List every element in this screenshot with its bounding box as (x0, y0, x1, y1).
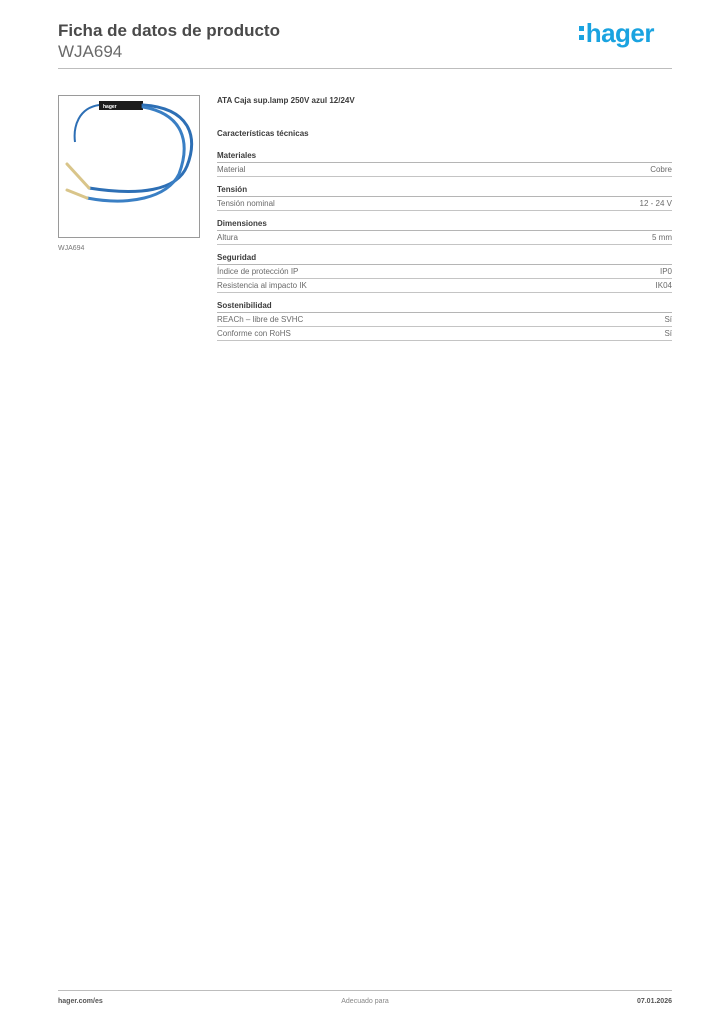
spec-label: Tensión nominal (217, 199, 275, 208)
footer-date: 07.01.2026 (636, 998, 672, 1005)
logo-text: hager (585, 17, 654, 48)
spec-row (217, 279, 672, 293)
image-caption: WJA694 (58, 245, 85, 252)
spec-value: Sí (664, 315, 672, 324)
spec-row (217, 313, 672, 327)
page-title: Ficha de datos de producto (58, 21, 280, 40)
spec-row (217, 231, 672, 245)
page-header (58, 17, 672, 62)
section-dimensiones (217, 218, 672, 245)
spec-label: Altura (217, 233, 238, 242)
section-title: Sostenibilidad (217, 300, 672, 313)
footer-website-link[interactable]: hager.com/es (58, 998, 103, 1005)
image-label: hager (103, 104, 117, 110)
spec-value: IK04 (655, 281, 672, 290)
spec-value: Sí (664, 329, 672, 338)
spec-label: Material (217, 165, 246, 174)
hager-logo (579, 17, 654, 48)
spec-value: 5 mm (652, 233, 672, 242)
footer-divider (58, 990, 672, 991)
cable-illustration-icon (59, 96, 199, 237)
section-seguridad (217, 252, 672, 293)
section-title: Seguridad (217, 252, 672, 265)
spec-label: Conforme con RoHS (217, 329, 291, 338)
spec-row (217, 163, 672, 177)
section-title: Dimensiones (217, 218, 672, 231)
spec-row (217, 327, 672, 341)
spec-label: Índice de protección IP (217, 267, 299, 276)
spec-row (217, 197, 672, 211)
footer-center-text: Adecuado para (341, 998, 389, 1005)
logo-dots-icon (579, 20, 584, 46)
section-title: Materiales (217, 150, 672, 163)
product-code: WJA694 (58, 42, 123, 61)
technical-heading: Características técnicas (217, 129, 309, 138)
spec-row (217, 265, 672, 279)
spec-label: REACh – libre de SVHC (217, 315, 304, 324)
spec-value: IP0 (659, 267, 672, 276)
product-image (58, 95, 200, 238)
header-divider (58, 68, 672, 69)
section-title: Tensión (217, 184, 672, 197)
product-name: ATA Caja sup.lamp 250V azul 12/24V (217, 96, 355, 105)
section-tension (217, 184, 672, 211)
product-details (217, 96, 672, 348)
section-sostenibilidad (217, 300, 672, 341)
spec-value: 12 - 24 V (639, 199, 672, 208)
section-materiales (217, 150, 672, 177)
spec-value: Cobre (650, 165, 672, 174)
spec-label: Resistencia al impacto IK (217, 281, 307, 290)
